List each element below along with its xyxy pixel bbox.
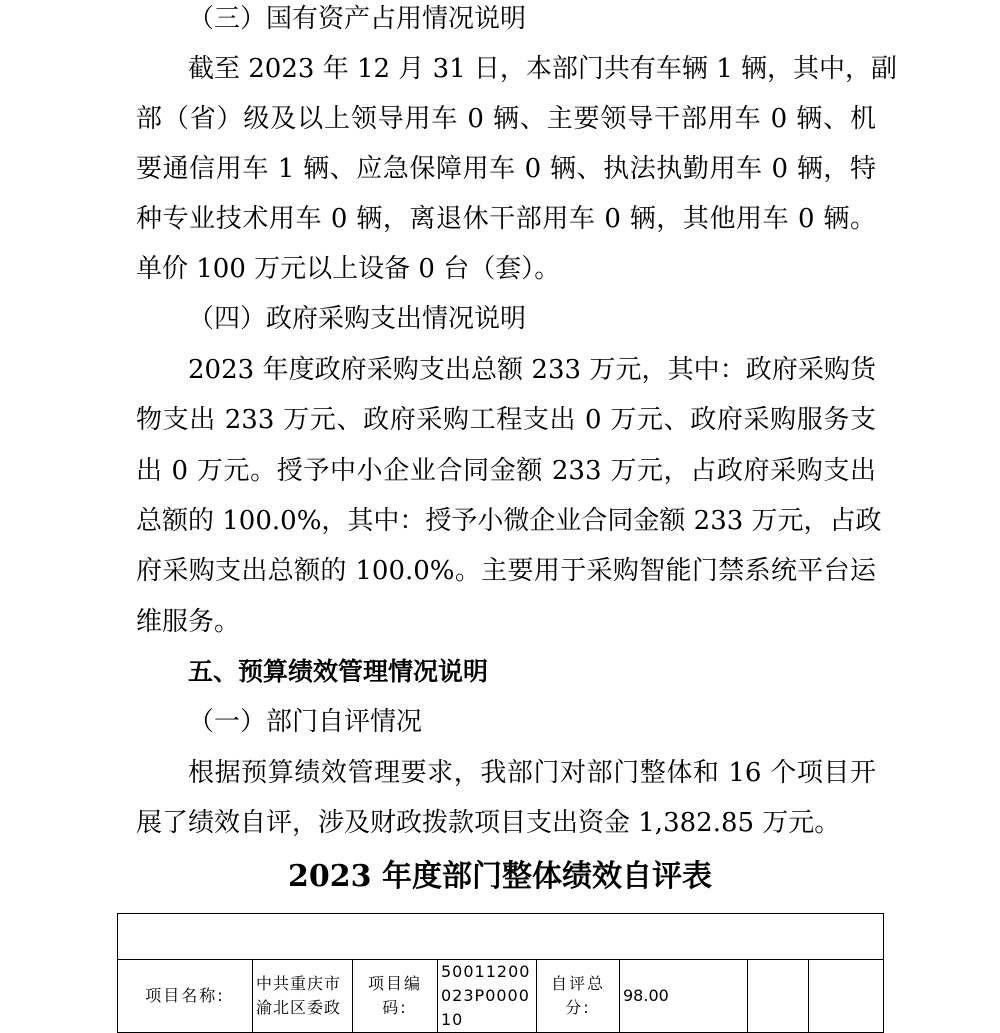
table-row [118, 960, 884, 1033]
paragraph-line: 出 0 万元。授予中小企业合同金额 233 万元，占政府采购支出 [136, 456, 876, 486]
empty-cell [809, 960, 884, 1033]
paragraph-line: 要通信用车 1 辆、应急保障用车 0 辆、执法执勤用车 0 辆，特 [136, 154, 876, 184]
paragraph-line: 物支出 233 万元、政府采购工程支出 0 万元、政府采购服务支 [136, 405, 876, 435]
paragraph-line: 种专业技术用车 0 辆，离退休干部用车 0 辆，其他用车 0 辆。 [136, 204, 876, 234]
paragraph-line: 2023 年度政府采购支出总额 233 万元，其中：政府采购货 [188, 355, 876, 385]
self-evaluation-table [117, 913, 884, 1033]
table-banner-cell [118, 914, 884, 960]
empty-cell [748, 960, 809, 1033]
section-heading-performance: 五、预算绩效管理情况说明 [188, 657, 489, 686]
paragraph-line: 根据预算绩效管理要求，我部门对部门整体和 16 个项目开 [188, 758, 876, 788]
project-code-label: 项目编码: [353, 960, 438, 1033]
section-heading-procurement: （四）政府采购支出情况说明 [188, 304, 527, 334]
paragraph-line: 府采购支出总额的 100.0%。主要用于采购智能门禁系统平台运 [136, 556, 876, 586]
score-label: 自评总分: [537, 960, 620, 1033]
paragraph-line: 总额的 100.0%，其中：授予小微企业合同金额 233 万元，占政 [136, 506, 882, 536]
paragraph-line: 部（省）级及以上领导用车 0 辆、主要领导干部用车 0 辆、机 [136, 104, 876, 134]
project-code-value: 50011200023P000010 [438, 960, 537, 1033]
subsection-heading-self-evaluation: （一）部门自评情况 [188, 707, 423, 737]
project-name-label: 项目名称: [118, 960, 253, 1033]
paragraph-line: 单价 100 万元以上设备 0 台（套）。 [136, 254, 561, 284]
paragraph-line: 展了绩效自评，涉及财政拨款项目支出资金 1,382.85 万元。 [136, 808, 841, 838]
paragraph-line: 截至 2023 年 12 月 31 日，本部门共有车辆 1 辆，其中，副 [188, 54, 897, 84]
paragraph-line: 维服务。 [136, 607, 241, 637]
project-name-value: 中共重庆市渝北区委政 [253, 960, 353, 1033]
score-value: 98.00 [620, 960, 748, 1033]
section-heading-assets: （三）国有资产占用情况说明 [188, 4, 527, 34]
table-title: 2023 年度部门整体绩效自评表 [288, 859, 712, 894]
